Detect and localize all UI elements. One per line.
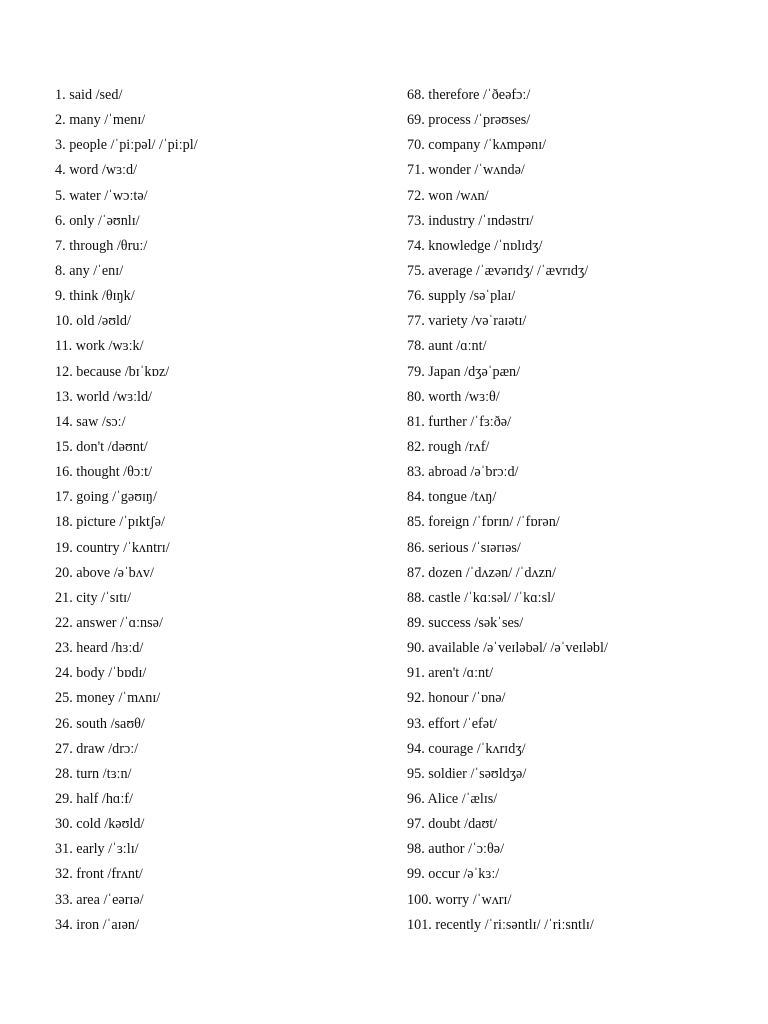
word-entry: 10. old /əʊld/ bbox=[55, 313, 131, 330]
word-entry: 86. serious /ˈsɪərɪəs/ bbox=[407, 539, 521, 556]
word-entry: 31. early /ˈɜːlɪ/ bbox=[55, 841, 139, 858]
word-entry: 89. success /səkˈses/ bbox=[407, 614, 524, 631]
word-entry: 72. won /wʌn/ bbox=[407, 187, 489, 204]
word-entry: 101. recently /ˈriːsəntlɪ/ /ˈriːsntlɪ/ bbox=[407, 916, 594, 933]
word-entry: 77. variety /vəˈraɪətɪ/ bbox=[407, 313, 527, 330]
word-entry: 24. body /ˈbɒdɪ/ bbox=[55, 665, 147, 682]
word-entry: 16. thought /θɔːt/ bbox=[55, 464, 153, 481]
word-entry: 79. Japan /dʒəˈpæn/ bbox=[407, 363, 521, 380]
word-entry: 83. abroad /əˈbrɔːd/ bbox=[407, 464, 519, 481]
word-entry: 4. word /wɜːd/ bbox=[55, 162, 138, 179]
word-entry: 27. draw /drɔː/ bbox=[55, 740, 139, 757]
word-entry: 80. worth /wɜːθ/ bbox=[407, 388, 500, 405]
word-entry: 76. supply /səˈplaɪ/ bbox=[407, 288, 516, 305]
word-entry: 5. water /ˈwɔːtə/ bbox=[55, 187, 148, 204]
word-entry: 28. turn /tɜːn/ bbox=[55, 765, 132, 782]
word-entry: 70. company /ˈkʌmpənɪ/ bbox=[407, 137, 547, 154]
word-entry: 81. further /ˈfɜːðə/ bbox=[407, 413, 512, 430]
word-entry: 8. any /ˈenɪ/ bbox=[55, 262, 124, 279]
word-entry: 85. foreign /ˈfɒrɪn/ /ˈfɒrən/ bbox=[407, 514, 560, 531]
word-entry: 100. worry /ˈwʌrɪ/ bbox=[407, 891, 512, 908]
word-entry: 74. knowledge /ˈnɒlɪdʒ/ bbox=[407, 237, 543, 254]
word-entry: 13. world /wɜːld/ bbox=[55, 388, 152, 405]
word-entry: 12. because /bɪˈkɒz/ bbox=[55, 363, 170, 380]
word-entry: 25. money /ˈmʌnɪ/ bbox=[55, 690, 161, 707]
word-entry: 18. picture /ˈpɪktʃə/ bbox=[55, 514, 165, 531]
word-entry: 34. iron /ˈaɪən/ bbox=[55, 916, 139, 933]
word-entry: 20. above /əˈbʌv/ bbox=[55, 564, 154, 581]
word-entry: 96. Alice /ˈælɪs/ bbox=[407, 790, 498, 807]
word-entry: 73. industry /ˈɪndəstrɪ/ bbox=[407, 212, 534, 229]
word-entry: 9. think /θɪŋk/ bbox=[55, 288, 135, 305]
word-entry: 32. front /frʌnt/ bbox=[55, 866, 143, 883]
word-entry: 75. average /ˈævərɪdʒ/ /ˈævrɪdʒ/ bbox=[407, 262, 589, 279]
word-entry: 87. dozen /ˈdʌzən/ /ˈdʌzn/ bbox=[407, 564, 556, 581]
word-entry: 33. area /ˈeərɪə/ bbox=[55, 891, 144, 908]
word-entry: 29. half /hɑːf/ bbox=[55, 790, 133, 807]
word-entry: 6. only /ˈəʊnlɪ/ bbox=[55, 212, 140, 229]
word-entry: 11. work /wɜːk/ bbox=[55, 338, 144, 355]
word-entry: 1. said /sed/ bbox=[55, 87, 123, 103]
word-entry: 68. therefore /ˈðeəfɔː/ bbox=[407, 87, 531, 103]
word-entry: 15. don't /dəʊnt/ bbox=[55, 438, 148, 455]
word-entry: 84. tongue /tʌŋ/ bbox=[407, 489, 497, 506]
word-list-right-column bbox=[407, 83, 752, 938]
word-entry: 88. castle /ˈkɑːsəl/ /ˈkɑːsl/ bbox=[407, 589, 556, 606]
word-entry: 90. available /əˈveɪləbəl/ /əˈveɪləbl/ bbox=[407, 640, 608, 657]
word-entry: 21. city /ˈsɪtɪ/ bbox=[55, 589, 132, 606]
word-entry: 78. aunt /ɑːnt/ bbox=[407, 338, 487, 355]
word-entry: 91. aren't /ɑːnt/ bbox=[407, 665, 494, 682]
word-entry: 71. wonder /ˈwʌndə/ bbox=[407, 162, 525, 179]
word-entry: 3. people /ˈpiːpəl/ /ˈpiːpl/ bbox=[55, 137, 198, 154]
word-entry: 93. effort /ˈefət/ bbox=[407, 715, 497, 732]
word-entry: 19. country /ˈkʌntrɪ/ bbox=[55, 539, 170, 556]
word-entry: 82. rough /rʌf/ bbox=[407, 438, 490, 455]
word-list-left-column bbox=[55, 83, 385, 938]
word-entry: 30. cold /kəʊld/ bbox=[55, 816, 145, 833]
word-entry: 26. south /saʊθ/ bbox=[55, 715, 145, 732]
word-entry: 94. courage /ˈkʌrɪdʒ/ bbox=[407, 740, 526, 757]
word-entry: 22. answer /ˈɑːnsə/ bbox=[55, 614, 163, 631]
word-entry: 69. process /ˈprəʊses/ bbox=[407, 112, 531, 129]
word-entry: 95. soldier /ˈsəʊldʒə/ bbox=[407, 765, 527, 782]
word-entry: 7. through /θruː/ bbox=[55, 237, 148, 254]
word-entry: 14. saw /sɔː/ bbox=[55, 413, 126, 430]
word-entry: 97. doubt /daʊt/ bbox=[407, 816, 498, 833]
word-entry: 92. honour /ˈɒnə/ bbox=[407, 690, 506, 707]
word-entry: 99. occur /əˈkɜː/ bbox=[407, 866, 500, 883]
word-entry: 17. going /ˈgəʊɪŋ/ bbox=[55, 489, 157, 506]
word-entry: 98. author /ˈɔːθə/ bbox=[407, 841, 505, 858]
word-entry: 23. heard /hɜːd/ bbox=[55, 640, 144, 657]
word-entry: 2. many /ˈmenɪ/ bbox=[55, 112, 146, 129]
